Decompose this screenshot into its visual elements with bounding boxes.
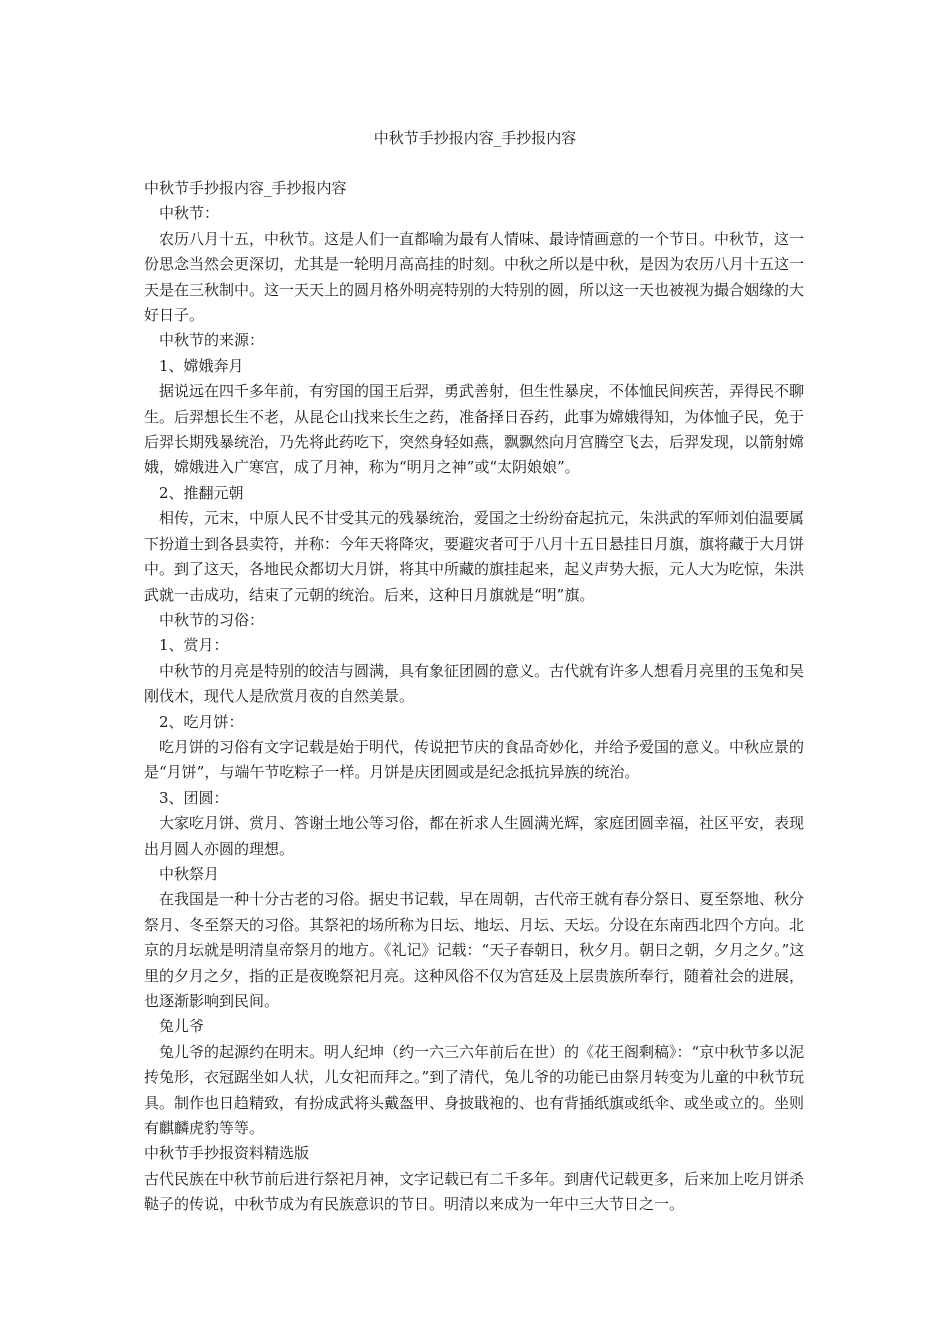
document-title: 中秋节手抄报内容_手抄报内容 — [373, 129, 577, 147]
section-paragraph: 古代民族在中秋节前后进行祭祀月神，文字记载已有二千多年。到唐代记载更多，后来加上吃月饼杀鞑子的传说，中秋节成为有民族意识的节日。明清以来成为一年中三大节日之一。 — [144, 1169, 805, 1214]
body-paragraph: 中秋节： — [159, 204, 220, 223]
body-paragraph: 兔儿爷的起源约在明末。明人纪坤（约一六三六年前后在世）的《花王阁剩稿》：“京中秋节多以泥抟兔形，衣冠踞坐如人状，儿女祀而拜之。”到了清代，兔儿爷的功能已由祭月转变为儿童的中秋节玩具。制作也日趋精致，有扮成武将头戴盔甲、身披戢袍的、也有背插纸旗或纸伞、或坐或立的。坐则有麒麟虎豹等等。 — [144, 1042, 805, 1138]
body-paragraph: 大家吃月饼、赏月、答谢土地公等习俗，都在祈求人生圆满光辉，家庭团圆幸福，社区平安，表现出月圆人亦圆的理想。 — [144, 814, 805, 858]
body-paragraph: 1、赏月： — [159, 636, 229, 655]
body-paragraph: 兔儿爷 — [159, 1017, 205, 1036]
document-body — [144, 176, 806, 1218]
body-paragraph: 中秋节的月亮是特别的皎洁与圆满，具有象征团圆的意义。古代就有许多人想看月亮里的玉兔和吴刚伐木，现代人是欣赏月夜的自然美景。 — [144, 661, 805, 706]
body-paragraph: 吃月饼的习俗有文字记载是始于明代，传说把节庆的食品奇妙化，并给予爱国的意义。中秋应景的是“月饼”，与端午节吃粽子一样。月饼是庆团圆或是纪念抵抗异族的统治。 — [144, 737, 805, 782]
body-paragraph: 中秋祭月 — [159, 864, 220, 883]
section-paragraph: 中秋节手抄报资料精选版 — [144, 1144, 310, 1163]
body-paragraph: 2、吃月饼： — [159, 712, 244, 731]
section-paragraph: 中秋节手抄报内容_手抄报内容 — [144, 179, 347, 197]
body-paragraph: 相传，元末，中原人民不甘受其元的残暴统治，爱国之士纷纷奋起抗元，朱洪武的军师刘伯温要属下扮道士到各县卖符，并称：今年天将降灾，要避灾者可于八月十五日悬挂日月旗，旗将藏于大月饼中。到了这天，各地民众都切大月饼，将其中所藏的旗挂起来，起义声势大振，元人大为吃惊，朱洪武就一击成功，结束了元朝的统治。后来，这种日月旗就是“明”旗。 — [144, 509, 805, 604]
body-paragraph: 农历八月十五，中秋节。这是人们一直都喻为最有人情味、最诗情画意的一个节日。中秋节，这一份思念当然会更深切，尤其是一轮明月高高挂的时刻。中秋之所以是中秋，是因为农历八月十五这一天是在三秋制中。这一天天上的圆月格外明亮特别的大特别的圆，所以这一天也被视为撮合姻缘的大好日子。 — [144, 229, 805, 325]
body-paragraph: 在我国是一种十分古老的习俗。据史书记载，早在周朝，古代帝王就有春分祭日、夏至祭地、秋分祭月、冬至祭天的习俗。其祭祀的场所称为日坛、地坛、月坛、天坛。分设在东南西北四个方向。北京的月坛就是明清皇帝祭月的地方。《礼记》记载：“天子春朝日，秋夕月。朝日之朝，夕月之夕。”这里的夕月之夕，指的正是夜晚祭祀月亮。这种风俗不仅为宫廷及上层贵族所奉行，随着社会的进展，也逐渐影响到民间。 — [144, 890, 805, 1010]
body-paragraph: 3、团圆： — [159, 788, 229, 807]
body-paragraph: 据说远在四千多年前，有穷国的国王后羿，勇武善射，但生性暴戾，不体恤民间疾苦，弄得民不聊生。后羿想长生不老，从昆仑山找来长生之药，准备择日吞药，此事为嫦娥得知，为体恤子民，免于后羿长期残暴统治，乃先将此药吃下，突然身轻如燕，飘飘然向月宫腾空飞去，后羿发现，以箭射嫦娥，嫦娥进入广寒宫，成了月神，称为“明月之神”或“太阴娘娘”。 — [144, 382, 805, 477]
body-paragraph: 2、推翻元朝 — [159, 483, 244, 502]
body-paragraph: 中秋节的习俗： — [159, 610, 265, 629]
body-paragraph: 中秋节的来源： — [159, 331, 265, 350]
body-paragraph: 1、嫦娥奔月 — [159, 356, 244, 375]
